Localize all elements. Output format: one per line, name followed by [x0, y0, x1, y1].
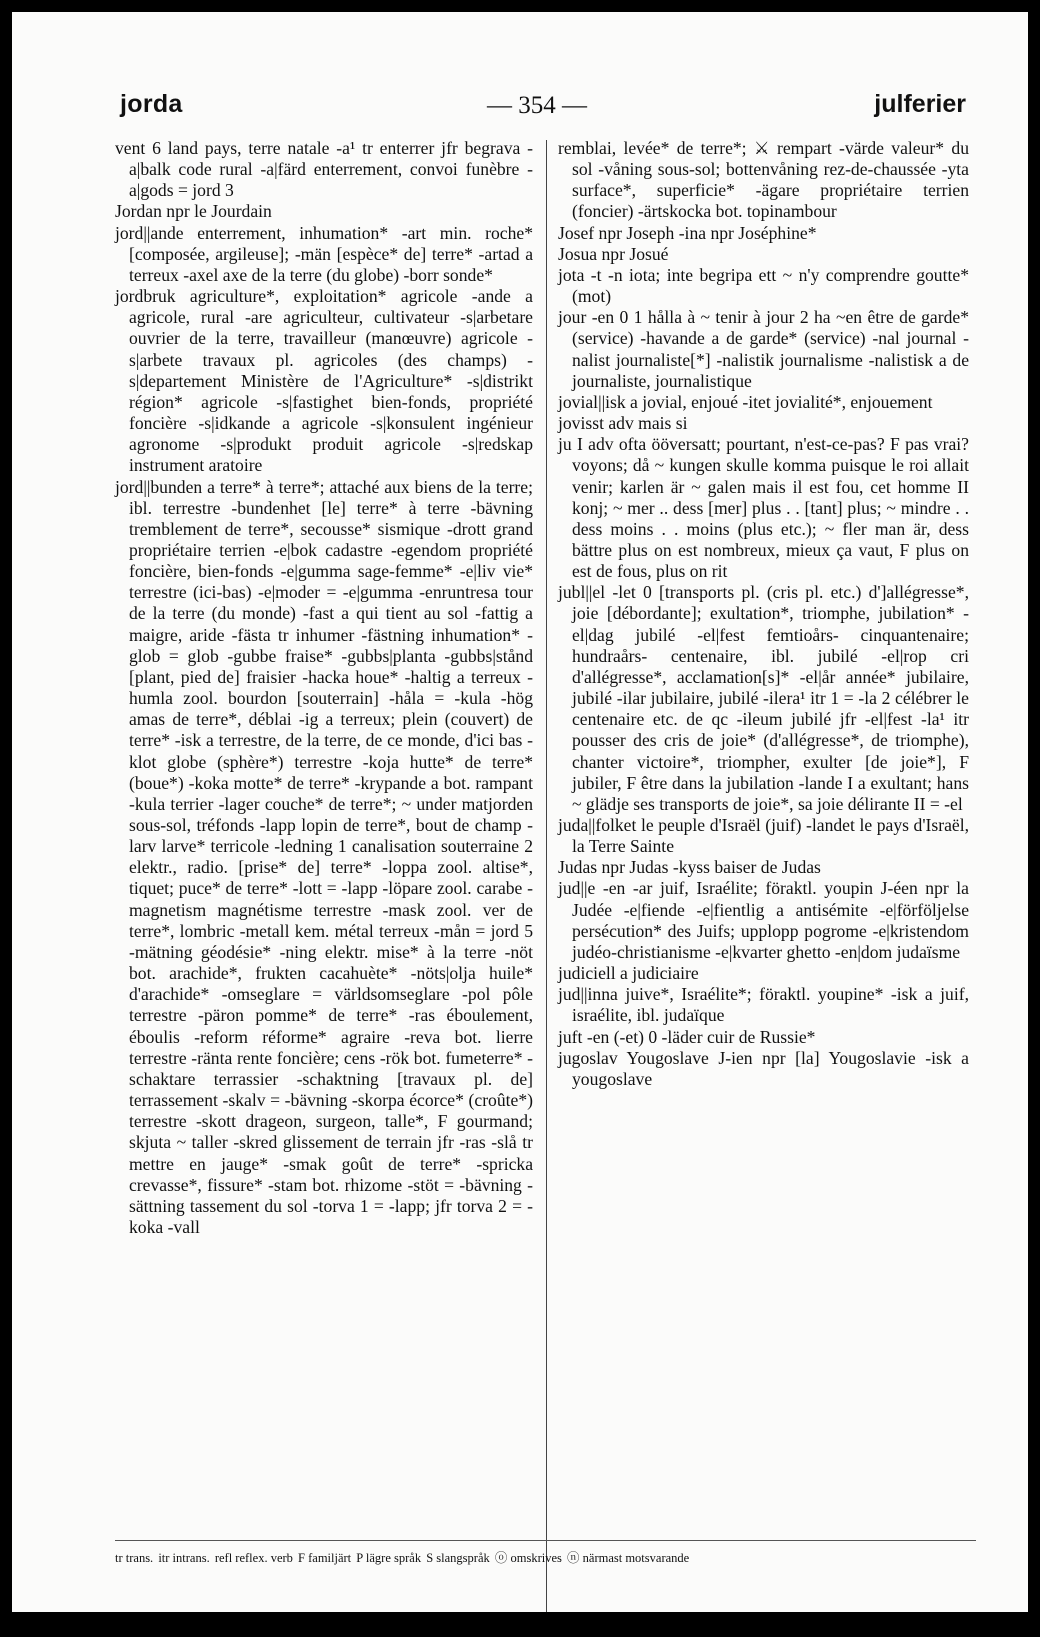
dictionary-entry: jord||bunden a terre* à terre*; attaché aux biens de la terre; ibl. terrestre -bundenhet [le] terre* à terre -bävning tremblement de terre*, secousse* sismique -drott grand propriétaire terrien -e|bok cadastre -egendom propriété foncière, bien-fonds -e|gumma sage-femme* -e|liv vie* terrestre (ici-bas) -e|moder = -e|gumma -enruntresa tour de la terre (du monde) -fast a qui tient au sol -fattig a maigre, aride -fästa tr inhumer -fästning inhumation* -glob = glob -gubbe fraise* -gubbs|planta -gubbs|stånd [plant, pied de] fraisier -hacka houe* -haltig a terreux -humla zool. bourdon [souterrain] -håla = -kula -hög amas de terre*, déblai -ig a terreux; plein (couvert) de terre* -isk a terrestre, de la terre, de ce monde, d'ici bas -klot globe (sphère*) terrestre -koja hutte* de terre* (boue*) -koka motte* de terre* -krypande a bot. rampant -kula terrier -lager couche* de terre*; ~ under matjorden sous-sol, tréfonds -lapp lopin de terre*, bout de champ -larv larve* terricole -ledning 1 canalisation souterraine 2 elektr., radio. [prise* de] terre* -loppa zool. altise*, tiquet; puce* de terre* -lott = -lapp -löpare zool. carabe -magnetism magnétisme terrestre -mask zool. ver de terre*, lombric -metall kem. métal terreux -mån = jord 5 -mätning géodésie* -ning elektr. mise* à la terre -nöt bot. arachide*, frukten cacahuète* -nöts|olja huile* d'arachide* -omseglare = världsomseglare -pol pôle terrestre -päron pomme* de terre* -ras éboulement, éboulis -reform réforme* agraire -reva bot. lierre terrestre -ränta rente foncière; cens -rök bot. fumeterre* -schaktare terrassier -schaktning [travaux pl. de] terrassement -skalv = -bävning -skorpa écorce* (croûte*) terrestre -skott drageon, surgeon, talle*, F gourmand; skjuta ~ taller -skred glissement de terrain jfr -ras -slå tr mettre en jauge* -smak goût de terre* -spricka crevasse*, fissure* -stam bot. rhizome -stöt = -bävning -sättning tassement du sol -torva 1 = -lapp; jfr torva 2 = -koka -vall	[115, 476, 533, 1237]
dictionary-entry: Jordan npr le Jourdain	[115, 201, 272, 222]
dictionary-entry: remblai, levée* de terre*; ⚔ rempart -värde valeur* du sol -våning sous-sol; bottenvåning rez-de-chaussée -yta surface*, superficie* -ägare propriétaire terrien (foncier) -ärtskocka bot. topinambour	[558, 138, 969, 222]
left-column	[115, 138, 533, 1238]
dictionary-entry: jord||ande enterrement, inhumation* -art min. roche* [composée, argileuse]; -män [espèce* de] terre* -artad a terreux -axel axe de la terre (du globe) -borr sonde*	[115, 222, 533, 285]
abbreviation-legend	[115, 1540, 976, 1575]
dictionary-entry: jud||e -en -ar juif, Israélite; föraktl. youpin J-éen npr la Judée -e|fiende -e|fientlig a antisémite -e|förföljelse persécution* des Juifs; upplopp pogrome -e|kristendom judéo-christianisme -e|kvarter ghetto -en|dom judaïsme	[558, 878, 969, 962]
dictionary-entry: jubl||el -let 0 [transports pl. (cris pl. etc.) d']allégresse*, joie [débordante]; exultation*, triomphe, jubilation* -el|dag jubilé -el|fest femtioårs- cinquantenaire; hundraårs- centenaire, ibl. jubilé -el|rop cri d'allégresse*, acclamation[s]* -el|år année* jubilaire, jubilé -ilar jubilaire, jubilé -ilera¹ itr 1 = -la 2 célébrer le centenaire etc. de qc -ileum jubilé jfr -el|fest -la¹ itr pousser des cris de joie* (d'allégresse*, de triomphe), chanter victoire*, triompher, exulter [de joie*], F jubiler, F être dans la jubilation -lande I a exultant; hans ~ glädje ses transports de joie*, sa joie délirante II = -el	[558, 582, 969, 814]
legend-item: tr trans.	[115, 1551, 154, 1565]
dictionary-entry: jovisst adv mais si	[558, 413, 688, 434]
dictionary-entry: ju I adv ofta ööversatt; pourtant, n'est-ce-pas? F pas vrai? voyons; då ~ kungen skulle komma puisque le roi allait venir; karlen är ~ galen mais il est fou, cet homme II konj; ~ mer .. dess [mer] plus . . [tant] plus; ~ mindre . . dess moins . . moins (plus etc.); ~ fler man är, dess bättre plus on est nombreux, mieux ça vaut, F plus on est de fous, plus on rit	[558, 434, 969, 582]
dictionary-entry: juda||folket le peuple d'Israël (juif) -landet le pays d'Israël, la Terre Sainte	[558, 815, 969, 857]
left-guide-word: jorda	[120, 90, 183, 118]
legend-item: refl reflex. verb	[214, 1551, 293, 1565]
dictionary-entry: jud||inna juive*, Israélite*; föraktl. youpine* -isk a juif, israélite, ibl. judaïque	[558, 984, 969, 1026]
legend-item: ⓝ närmast motsvarande	[567, 1551, 690, 1565]
legend-item: itr intrans.	[158, 1551, 210, 1565]
dictionary-entry: judiciell a judiciaire	[558, 963, 699, 984]
legend-item: ⓞ omskrives	[494, 1551, 562, 1565]
dictionary-entry: Judas npr Judas -kyss baiser de Judas	[558, 857, 821, 878]
right-guide-word: julferier	[874, 90, 966, 118]
page-number: — 354 —	[487, 92, 587, 119]
dictionary-entry: jugoslav Yougoslave J-ien npr [la] Yougoslavie -isk a yougoslave	[558, 1047, 969, 1089]
legend-item: S slangspråk	[426, 1551, 490, 1565]
right-column	[558, 138, 969, 1090]
page-header	[108, 84, 966, 124]
dictionary-entry: jovial||isk a jovial, enjoué -itet jovialité*, enjouement	[558, 391, 933, 412]
dictionary-entry: juft -en (-et) 0 -läder cuir de Russie*	[558, 1026, 816, 1047]
dictionary-entry: Josef npr Joseph -ina npr Joséphine*	[558, 222, 817, 243]
dictionary-entry: jordbruk agriculture*, exploitation* agricole -ande a agricole, rural -are agriculteur, cultivateur -s|arbetare ouvrier de la terre, travailleur (manœuvre) agricole -s|arbete travaux pl. agricoles (des champs) -s|departement Ministère de l'Agriculture* -s|distrikt région* agricole -s|fastighet bien-fonds, propriété foncière -s|idkande a agricole -s|konsulent ingénieur agronome -s|produkt produit agricole -s|redskap instrument aratoire	[115, 286, 533, 476]
dictionary-entry: jour -en 0 1 hålla à ~ tenir à jour 2 ha ~en être de garde* (service) -havande a de garde* (service) -nal journal -nalist journaliste[*] -nalistik journalisme -nalistisk a de journaliste, journalistique	[558, 307, 969, 391]
legend-item: F familjärt	[298, 1551, 352, 1565]
dictionary-entry: jota -t -n iota; inte begripa ett ~ n'y comprendre goutte* (mot)	[558, 264, 969, 307]
column-divider	[546, 140, 547, 1612]
dictionary-entry: Josua npr Josué	[558, 243, 669, 264]
dictionary-entry: vent 6 land pays, terre natale -a¹ tr enterrer jfr begrava -a|balk code rural -a|färd enterrement, convoi funèbre -a|gods = jord 3	[115, 138, 533, 201]
legend-item: P lägre språk	[356, 1551, 422, 1565]
dictionary-page	[12, 12, 1028, 1612]
